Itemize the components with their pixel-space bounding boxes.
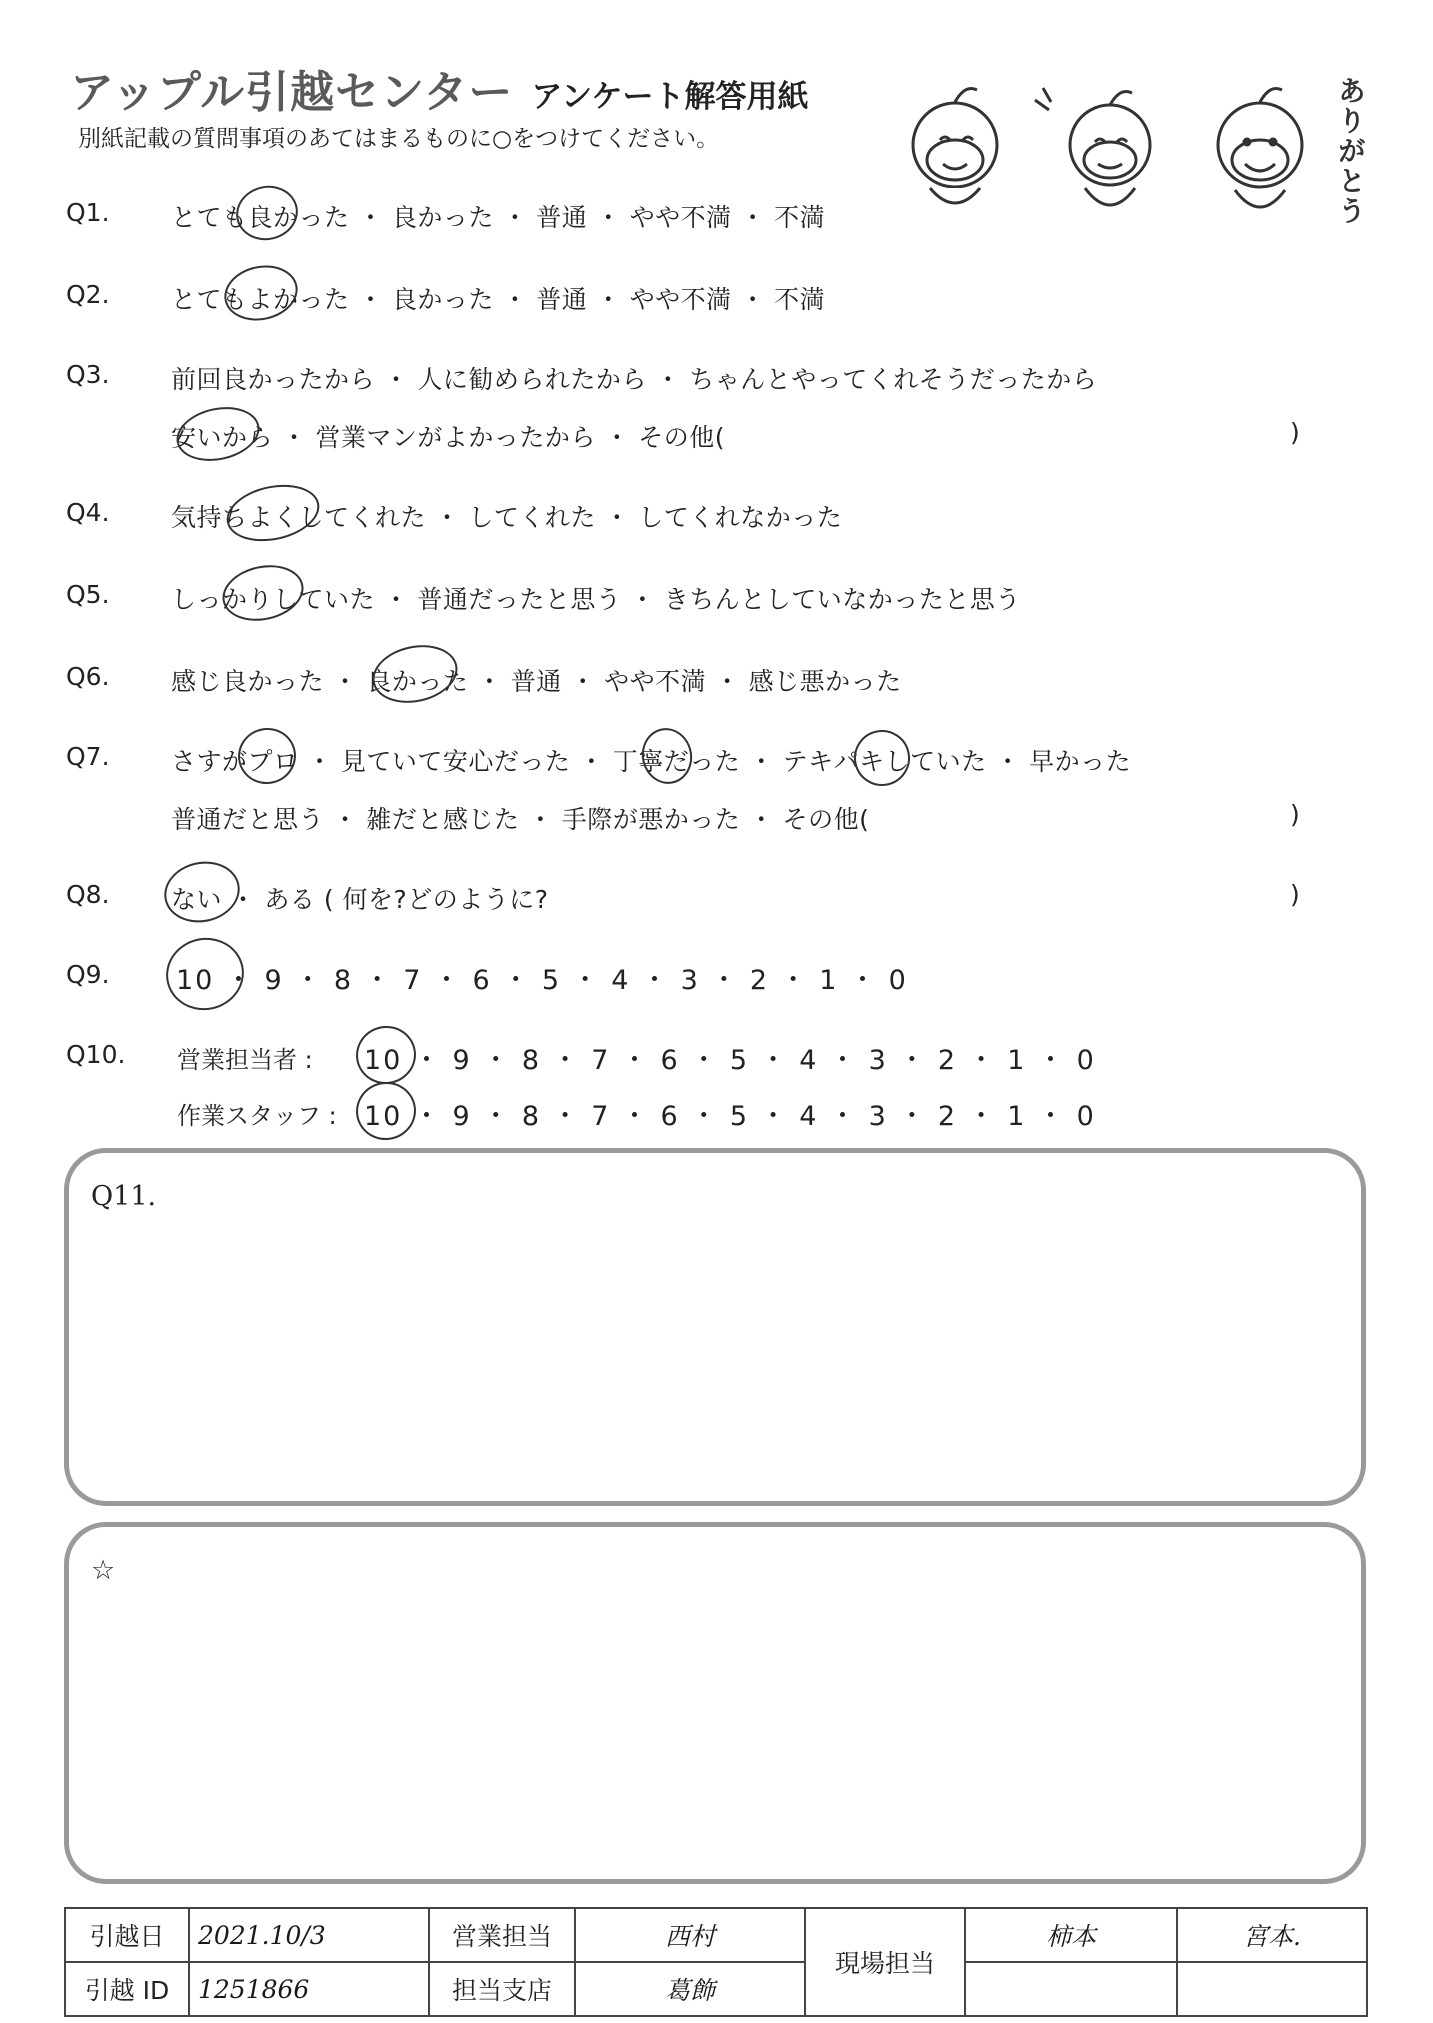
q2-options[interactable]: とてもよかった ・ 良かった ・ 普通 ・ やや不満 ・ 不満 [171,285,826,314]
q7-close-paren: ) [1290,800,1300,829]
branch-value[interactable]: 葛飾 [575,1962,805,2016]
instruction-text: 別紙記載の質問事項のあてはまるものに○をつけてください。 [78,126,720,152]
site-rep-value-2[interactable]: 宮本. [1177,1908,1367,1962]
q10-sales-label: 営業担当者 : [177,1046,313,1074]
moving-date-label: 引越日 [65,1908,189,1962]
q10-number: Q10. [66,1040,126,1069]
q4-options[interactable]: 気持ちよくしてくれた ・ してくれた ・ してくれなかった [171,503,843,532]
q10-staff-label: 作業スタッフ : [177,1102,337,1130]
q3-number: Q3. [66,360,110,389]
q1-options[interactable]: とても良かった ・ 良かった ・ 普通 ・ やや不満 ・ 不満 [171,203,826,232]
q1-number: Q1. [66,198,110,227]
q6-number: Q6. [66,662,110,691]
footer-info-table [64,1907,1368,2017]
monkey-2-icon [1035,88,1150,205]
star-label: ☆ [91,1555,116,1586]
company-name: アップル引越センター [70,67,514,118]
q8-number: Q8. [66,880,110,909]
form-title [70,56,809,120]
moving-id-value[interactable]: 1251866 [189,1962,429,2016]
q3-options-line2[interactable]: 安いから ・ 営業マンがよかったから ・ その他( [171,423,726,452]
q3-options-line1[interactable]: 前回良かったから ・ 人に勧められたから ・ ちゃんとやってくれそうだったから [171,365,1098,394]
monkey-1-icon [913,89,997,204]
q7-options-line1[interactable]: さすがプロ ・ 見ていて安心だった ・ 丁寧だった ・ テキパキしていた ・ 早かった [171,747,1132,776]
site-rep-extra-1[interactable] [965,1962,1177,2016]
q10-staff-scale[interactable]: 10 ・ 9 ・ 8 ・ 7 ・ 6 ・ 5 ・ 4 ・ 3 ・ 2 ・ 1 ・ 0 [364,1101,1096,1132]
moving-id-label: 引越 ID [65,1962,189,2016]
branch-label: 担当支店 [429,1962,575,2016]
thanks-text: ありがとう [1334,76,1367,226]
q5-number: Q5. [66,580,110,609]
site-rep-value-1[interactable]: 柿本 [965,1908,1177,1962]
site-rep-extra-2[interactable] [1177,1962,1367,2016]
q11-comment-box[interactable] [64,1148,1366,1506]
moving-date-value[interactable]: 2021.10/3 [189,1908,429,1962]
q3-close-paren: ) [1290,418,1300,447]
q9-scale[interactable]: 10 ・ 9 ・ 8 ・ 7 ・ 6 ・ 5 ・ 4 ・ 3 ・ 2 ・ 1 ・ 0 [176,965,908,996]
q2-number: Q2. [66,280,110,309]
q9-number: Q9. [66,960,110,989]
q10-sales-scale[interactable]: 10 ・ 9 ・ 8 ・ 7 ・ 6 ・ 5 ・ 4 ・ 3 ・ 2 ・ 1 ・ 0 [364,1045,1096,1076]
sales-rep-value[interactable]: 西村 [575,1908,805,1962]
q8-close-paren: ) [1290,880,1300,909]
sales-rep-label: 営業担当 [429,1908,575,1962]
q6-options[interactable]: 感じ良かった ・ 良かった ・ 普通 ・ やや不満 ・ 感じ悪かった [171,667,902,696]
q7-number: Q7. [66,742,110,771]
site-rep-label: 現場担当 [805,1908,965,2016]
form-subtitle: アンケート解答用紙 [531,79,809,115]
monkey-mascots-illustration [885,60,1345,240]
q4-number: Q4. [66,498,110,527]
q8-options[interactable]: ない ・ ある ( 何を?どのように? [171,885,549,914]
q11-label: Q11. [91,1181,157,1212]
q7-options-line2[interactable]: 普通だと思う ・ 雑だと感じた ・ 手際が悪かった ・ その他( [171,805,870,834]
q5-options[interactable]: しっかりしていた ・ 普通だったと思う ・ きちんとしていなかったと思う [171,585,1021,614]
monkey-3-icon [1218,89,1302,208]
star-comment-box[interactable] [64,1522,1366,1884]
